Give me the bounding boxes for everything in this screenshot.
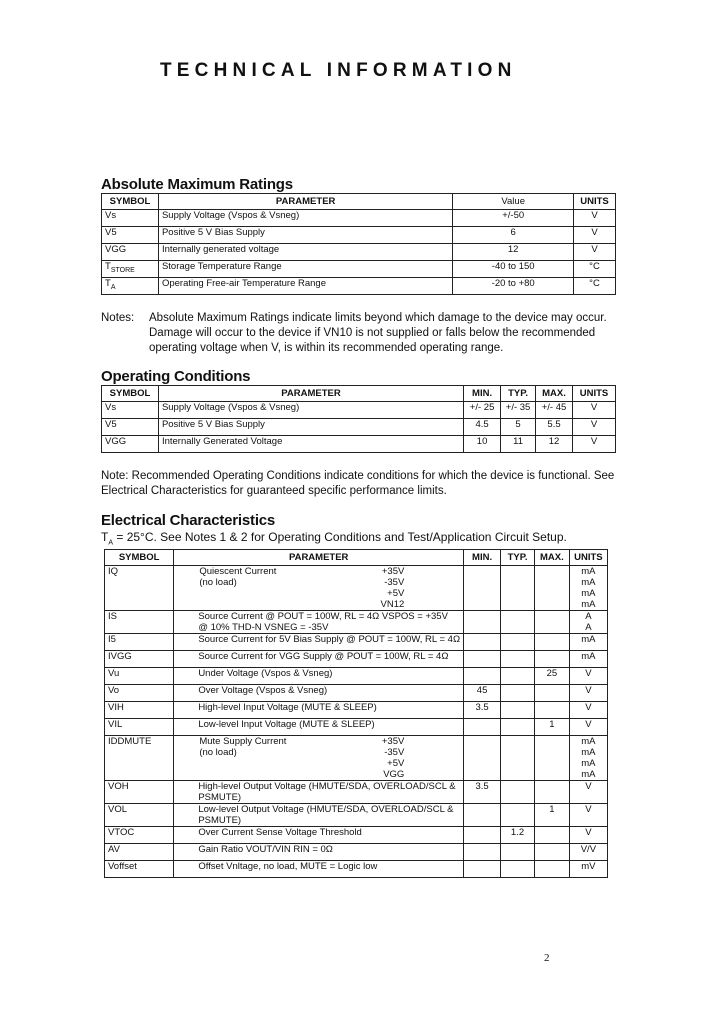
ec-typ <box>501 685 535 702</box>
ec-row <box>105 685 608 702</box>
ec-symbol: VIL <box>105 719 174 736</box>
oc-typ: +/- 35 <box>501 402 536 419</box>
oc-col-units: UNITS <box>573 386 616 402</box>
amr-symbol-text: T <box>105 278 111 289</box>
ec-param-line: Source Current for 5V Bias Supply @ POUT = 100W, RL = 4Ω <box>198 634 461 645</box>
ec-param-line: Low-level Input Voltage (MUTE & SLEEP) <box>198 719 375 730</box>
ec-min <box>464 861 501 878</box>
note-line: Absolute Maximum Ratings indicate limits beyond which damage to the device may occur. <box>149 312 607 324</box>
ec-unit-line: mA <box>581 747 596 758</box>
ec-param-line: Low-level Output Voltage (HMUTE/SDA, OVERLOAD/SCL & <box>198 804 454 815</box>
ec-max: 1 <box>534 804 569 827</box>
amr-unit: V <box>574 227 616 244</box>
amr-col-symbol: SYMBOL <box>102 194 159 210</box>
amr-symbol <box>102 227 159 244</box>
ec-max <box>534 702 569 719</box>
ec-symbol: Vu <box>105 668 174 685</box>
ec-unit <box>569 566 607 611</box>
oc-parameter: Supply Voltage (Vspos & Vsneg) <box>158 402 463 419</box>
ec-row <box>105 781 608 804</box>
ec-heading: Electrical Characteristics <box>101 512 276 529</box>
ec-typ <box>501 566 535 611</box>
ec-col-min: MIN. <box>464 550 501 566</box>
ec-min <box>464 719 501 736</box>
ec-param-line: Quiescent Current <box>199 566 277 577</box>
amr-unit: V <box>574 244 616 261</box>
notes-label: Notes: <box>101 312 135 324</box>
ec-unit-line: A <box>585 622 592 633</box>
ec-unit-line: mA <box>581 651 596 662</box>
ec-row <box>105 566 608 611</box>
oc-unit: V <box>573 436 616 453</box>
ec-unit <box>569 827 607 844</box>
ec-unit-line: mA <box>581 736 596 747</box>
amr-parameter: Supply Voltage (Vspos & Vsneg) <box>158 210 452 227</box>
amr-symbol-text: VGG <box>105 244 127 255</box>
ec-unit-line: V <box>585 719 592 730</box>
ec-symbol: VOH <box>105 781 174 804</box>
ec-row <box>105 702 608 719</box>
ec-param-line: High-level Output Voltage (HMUTE/SDA, OVERLOAD/SCL & <box>198 781 456 792</box>
ec-unit-line: V <box>585 702 592 713</box>
ec-param-line: Over Current Sense Voltage Threshold <box>198 827 362 838</box>
ec-param-line: @ 10% THD-N VSNEG = -35V <box>198 622 329 633</box>
ec-row <box>105 634 608 651</box>
amr-symbol <box>102 244 159 261</box>
ec-symbol: IDDMUTE <box>105 736 174 781</box>
oc-unit: V <box>573 419 616 436</box>
ec-max: 25 <box>534 668 569 685</box>
ec-typ <box>501 668 535 685</box>
ec-symbol: VTOC <box>105 827 174 844</box>
amr-unit: °C <box>574 261 616 278</box>
ec-min <box>464 827 501 844</box>
amr-symbol-sub: STORE <box>110 266 135 274</box>
ec-typ <box>501 861 535 878</box>
ec-max <box>534 685 569 702</box>
ec-parameter <box>174 611 464 634</box>
ec-parameter <box>174 719 464 736</box>
amr-value: -20 to +80 <box>453 278 574 295</box>
ec-typ <box>501 736 535 781</box>
oc-col-symbol: SYMBOL <box>102 386 159 402</box>
amr-table <box>101 193 616 295</box>
ec-min <box>464 736 501 781</box>
ec-condition: +5V <box>387 588 405 599</box>
ec-subheading-sub: A <box>108 539 114 547</box>
ec-row <box>105 736 608 781</box>
ec-typ <box>501 781 535 804</box>
ec-param-line: (no load) <box>199 577 237 588</box>
note-line: Note: Recommended Operating Conditions indicate conditions for which the device is functional. See <box>101 470 615 482</box>
ec-unit-line: mV <box>581 861 596 872</box>
ec-unit <box>569 651 607 668</box>
ec-row <box>105 719 608 736</box>
ec-row <box>105 611 608 634</box>
ec-parameter <box>174 566 464 611</box>
ec-param-line: Source Current @ POUT = 100W, RL = 4Ω VSPOS = +35V <box>198 611 448 622</box>
ec-parameter <box>174 827 464 844</box>
ec-typ <box>501 611 535 634</box>
ec-min <box>464 611 501 634</box>
amr-row <box>102 261 616 278</box>
amr-symbol-text: T <box>105 261 111 272</box>
ec-parameter <box>174 736 464 781</box>
amr-value: 12 <box>453 244 574 261</box>
oc-table <box>101 385 616 453</box>
ec-min: 45 <box>464 685 501 702</box>
ec-unit <box>569 844 607 861</box>
note-line: Damage will occur to the device if VN10 is not supplied or falls below the recommended <box>149 327 596 339</box>
ec-unit-line: V <box>585 668 592 679</box>
ec-unit <box>569 611 607 634</box>
oc-min: +/- 25 <box>464 402 501 419</box>
ec-max <box>534 651 569 668</box>
ec-row <box>105 651 608 668</box>
ec-min: 3.5 <box>464 702 501 719</box>
ec-unit <box>569 781 607 804</box>
ec-parameter <box>174 685 464 702</box>
ec-table <box>104 549 608 878</box>
oc-max: 12 <box>536 436 573 453</box>
ec-unit-line: V <box>585 804 592 815</box>
ec-typ <box>501 634 535 651</box>
oc-col-parameter: PARAMETER <box>158 386 463 402</box>
ec-param-line <box>199 588 344 599</box>
ec-min <box>464 844 501 861</box>
ec-unit-line: V <box>585 781 592 792</box>
ec-param-line: Over Voltage (Vspos & Vsneg) <box>198 685 328 696</box>
ec-min <box>464 634 501 651</box>
ec-row <box>105 827 608 844</box>
oc-parameter: Positive 5 V Bias Supply <box>158 419 463 436</box>
ec-min: 3.5 <box>464 781 501 804</box>
amr-value: +/-50 <box>453 210 574 227</box>
ec-parameter <box>174 804 464 827</box>
ec-max: 1 <box>534 719 569 736</box>
amr-parameter: Storage Temperature Range <box>158 261 452 278</box>
ec-typ <box>501 804 535 827</box>
ec-symbol: I5 <box>105 634 174 651</box>
ec-max <box>534 634 569 651</box>
ec-parameter <box>174 668 464 685</box>
ec-col-symbol: SYMBOL <box>105 550 174 566</box>
notes-body <box>149 311 619 356</box>
ec-parameter <box>174 651 464 668</box>
ec-param-line: (no load) <box>199 747 237 758</box>
ec-subheading <box>101 530 567 550</box>
ec-unit <box>569 685 607 702</box>
ec-parameter <box>174 702 464 719</box>
ec-param-line <box>199 758 344 769</box>
ec-param-line: High-level Input Voltage (MUTE & SLEEP) <box>198 702 377 713</box>
amr-heading: Absolute Maximum Ratings <box>101 176 293 193</box>
ec-parameter <box>174 634 464 651</box>
ec-typ <box>501 702 535 719</box>
oc-min: 4.5 <box>464 419 501 436</box>
ec-subheading-text: = 25°C. See Notes 1 & 2 for Operating Conditions and Test/Application Circuit Setup. <box>113 530 567 544</box>
amr-value: 6 <box>453 227 574 244</box>
amr-symbol <box>102 278 159 295</box>
amr-col-parameter: PARAMETER <box>158 194 452 210</box>
ec-max <box>534 781 569 804</box>
ec-unit <box>569 719 607 736</box>
amr-unit: °C <box>574 278 616 295</box>
ec-symbol: VOL <box>105 804 174 827</box>
ec-unit-line: mA <box>581 577 596 588</box>
amr-symbol <box>102 210 159 227</box>
page-number: 2 <box>544 952 550 964</box>
ec-max <box>534 566 569 611</box>
ec-typ <box>501 651 535 668</box>
ec-unit-line: V/V <box>580 844 597 855</box>
amr-symbol-text: Vs <box>105 210 117 221</box>
ec-min <box>464 566 501 611</box>
amr-parameter: Internally generated voltage <box>158 244 452 261</box>
ec-unit <box>569 736 607 781</box>
ec-param-line: Gain Ratio VOUT/VIN RIN = 0Ω <box>198 844 333 855</box>
ec-condition: +35V <box>381 566 405 577</box>
ec-row <box>105 844 608 861</box>
ec-col-typ: TYP. <box>501 550 535 566</box>
amr-row <box>102 210 616 227</box>
ec-col-parameter: PARAMETER <box>174 550 464 566</box>
oc-symbol: VGG <box>102 436 159 453</box>
ec-condition: VN12 <box>380 599 405 610</box>
oc-row <box>102 402 616 419</box>
oc-min: 10 <box>464 436 501 453</box>
oc-col-min: MIN. <box>464 386 501 402</box>
amr-row <box>102 244 616 261</box>
ec-parameter <box>174 781 464 804</box>
note-line: Electrical Characteristics for guaranteed specific performance limits. <box>101 485 447 497</box>
ec-unit-line: mA <box>581 588 596 599</box>
ec-row <box>105 861 608 878</box>
amr-row <box>102 227 616 244</box>
ec-max <box>534 736 569 781</box>
ec-max <box>534 844 569 861</box>
ec-subheading-t: T <box>101 530 109 544</box>
ec-symbol: IQ <box>105 566 174 611</box>
ec-param-line <box>199 769 344 780</box>
ec-symbol: Voffset <box>105 861 174 878</box>
ec-symbol: Vo <box>105 685 174 702</box>
oc-unit: V <box>573 402 616 419</box>
page-title: TECHNICAL INFORMATION <box>160 60 517 81</box>
ec-param-line: Offset Vnltage, no load, MUTE = Logic low <box>198 861 378 872</box>
ec-header-row <box>105 550 608 566</box>
amr-col-value: Value <box>453 194 574 210</box>
oc-row <box>102 419 616 436</box>
ec-max <box>534 611 569 634</box>
ec-max <box>534 827 569 844</box>
ec-condition: -35V <box>384 577 405 588</box>
note-line: operating voltage when V, is within its recommended operating range. <box>149 342 504 354</box>
ec-parameter <box>174 844 464 861</box>
amr-parameter: Positive 5 V Bias Supply <box>158 227 452 244</box>
ec-unit <box>569 634 607 651</box>
amr-unit: V <box>574 210 616 227</box>
ec-condition: VGG <box>383 769 405 780</box>
ec-row <box>105 668 608 685</box>
oc-heading: Operating Conditions <box>101 368 251 385</box>
oc-parameter: Internally Generated Voltage <box>158 436 463 453</box>
ec-unit-line: mA <box>581 769 596 780</box>
ec-typ: 1.2 <box>501 827 535 844</box>
ec-symbol: AV <box>105 844 174 861</box>
ec-param-line: Source Current for VGG Supply @ POUT = 100W, RL = 4Ω <box>198 651 449 662</box>
ec-unit <box>569 668 607 685</box>
oc-symbol: Vs <box>102 402 159 419</box>
amr-symbol <box>102 261 159 278</box>
ec-param-line: PSMUTE) <box>198 815 242 826</box>
oc-max: 5.5 <box>536 419 573 436</box>
ec-symbol: VIH <box>105 702 174 719</box>
ec-param-line: PSMUTE) <box>198 792 242 803</box>
oc-typ: 5 <box>501 419 536 436</box>
ec-condition: -35V <box>384 747 405 758</box>
notes-2 <box>101 469 616 499</box>
ec-param-line: Under Voltage (Vspos & Vsneg) <box>198 668 333 679</box>
ec-unit-line: V <box>585 827 592 838</box>
ec-unit <box>569 861 607 878</box>
ec-typ <box>501 719 535 736</box>
oc-row <box>102 436 616 453</box>
ec-max <box>534 861 569 878</box>
ec-col-units: UNITS <box>569 550 607 566</box>
oc-max: +/- 45 <box>536 402 573 419</box>
ec-unit-line: mA <box>581 758 596 769</box>
amr-header-row <box>102 194 616 210</box>
ec-min <box>464 651 501 668</box>
ec-symbol: IVGG <box>105 651 174 668</box>
amr-symbol-sub: A <box>110 283 116 291</box>
ec-unit-line: A <box>585 611 592 622</box>
ec-typ <box>501 844 535 861</box>
ec-min <box>464 668 501 685</box>
amr-parameter: Operating Free-air Temperature Range <box>158 278 452 295</box>
ec-condition: +5V <box>387 758 405 769</box>
ec-unit-line: mA <box>581 566 596 577</box>
ec-parameter <box>174 861 464 878</box>
oc-typ: 11 <box>501 436 536 453</box>
oc-col-typ: TYP. <box>501 386 536 402</box>
ec-unit-line: mA <box>581 634 596 645</box>
ec-unit <box>569 804 607 827</box>
ec-param-line: Mute Supply Current <box>199 736 287 747</box>
ec-param-line <box>199 599 344 610</box>
ec-unit <box>569 702 607 719</box>
ec-min <box>464 804 501 827</box>
ec-col-max: MAX. <box>534 550 569 566</box>
ec-row <box>105 804 608 827</box>
ec-unit-line: mA <box>581 599 596 610</box>
amr-value: -40 to 150 <box>453 261 574 278</box>
amr-row <box>102 278 616 295</box>
ec-unit-line: V <box>585 685 592 696</box>
ec-symbol: IS <box>105 611 174 634</box>
amr-col-units: UNITS <box>574 194 616 210</box>
ec-condition: +35V <box>381 736 405 747</box>
oc-header-row <box>102 386 616 402</box>
oc-col-max: MAX. <box>536 386 573 402</box>
oc-symbol: V5 <box>102 419 159 436</box>
amr-symbol-text: V5 <box>105 227 117 238</box>
